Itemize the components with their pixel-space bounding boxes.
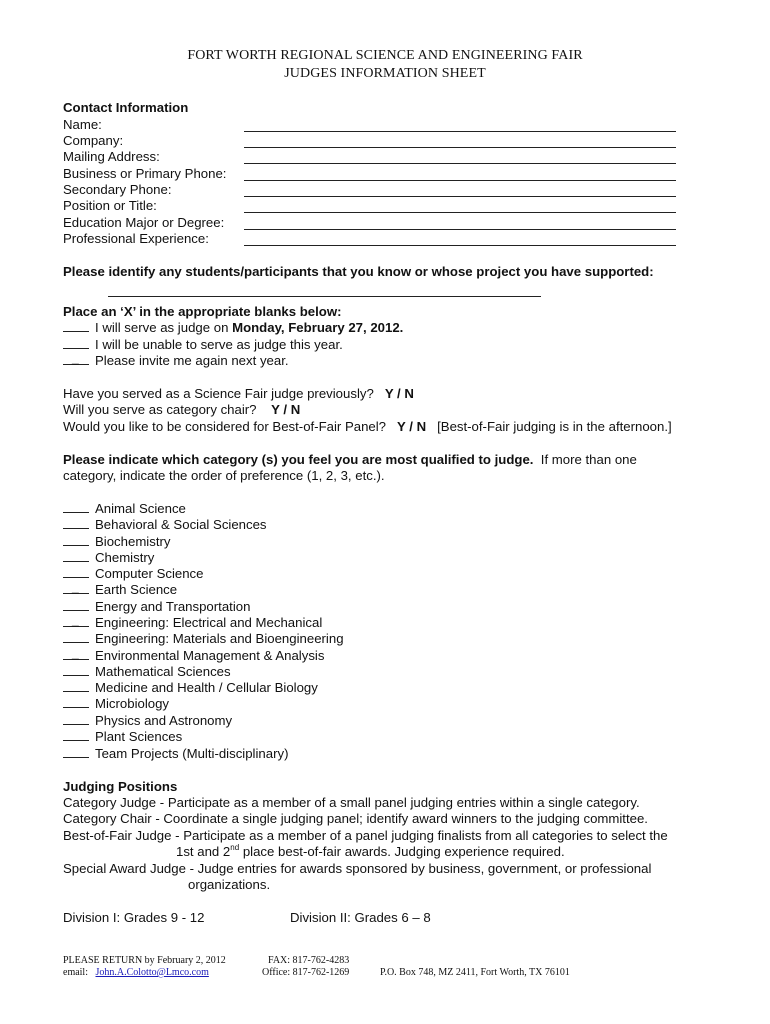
category-blank[interactable] (63, 631, 89, 643)
company-field[interactable] (244, 147, 676, 148)
best-of-fair-note: [Best-of-Fair judging is in the afternoon.] (437, 419, 672, 434)
email-link[interactable]: John.A.Colotto@Lmco.com (95, 967, 209, 978)
category-judge-desc: Category Judge - Participate as a member of a small panel judging entries within a single category. (63, 795, 640, 810)
category-blank[interactable] (63, 599, 89, 611)
category-blank[interactable] (63, 713, 89, 725)
category-blank[interactable] (63, 517, 89, 529)
experience-label: Professional Experience: (63, 231, 209, 246)
judging-date: Monday, February 27, 2012. (232, 320, 404, 335)
return-by: PLEASE RETURN by February 2, 2012 (63, 955, 226, 966)
category-item: _ Earth Science (63, 582, 177, 598)
category-item: Animal Science (63, 501, 186, 517)
yn-served-before[interactable]: Y / N (384, 386, 414, 401)
education-label: Education Major or Degree: (63, 215, 225, 230)
students-prompt: Please identify any students/participants that you know or whose project you have supported: (63, 264, 654, 279)
invite-option: _ Please invite me again next year. (63, 353, 289, 369)
company-label: Company: (63, 133, 124, 148)
question-served-before: Have you served as a Science Fair judge previously? Y / N (63, 386, 414, 401)
special-award-desc: Special Award Judge - Judge entries for awards sponsored by business, government, or professional (63, 861, 652, 876)
students-field[interactable] (108, 296, 541, 297)
mailing-address: P.O. Box 748, MZ 2411, Fort Worth, TX 76101 (380, 967, 570, 978)
category-chair-desc: Category Chair - Coordinate a single judging panel; identify award winners to the judging committee. (63, 811, 648, 826)
question-category-chair: Will you serve as category chair? Y / N (63, 402, 301, 417)
sheet-title: JUDGES INFORMATION SHEET (284, 66, 486, 81)
unable-blank[interactable] (63, 337, 89, 349)
invite-blank[interactable]: _ (63, 353, 89, 365)
division-2: Division II: Grades 6 – 8 (290, 910, 431, 925)
category-item: Biochemistry (63, 534, 170, 550)
category-blank[interactable] (63, 746, 89, 758)
experience-field[interactable] (244, 245, 676, 246)
special-award-desc-cont: organizations. (188, 877, 271, 892)
category-heading-line2: category, indicate the order of preference (1, 2, 3, etc.). (63, 468, 385, 483)
category-item: _ Engineering: Electrical and Mechanical (63, 615, 322, 631)
division-1: Division I: Grades 9 - 12 (63, 910, 205, 925)
best-of-fair-desc: Best-of-Fair Judge - Participate as a member of a panel judging finalists from all categories to select the (63, 828, 668, 843)
category-blank[interactable]: _ (63, 615, 89, 627)
position-title-label: Position or Title: (63, 198, 157, 213)
category-blank[interactable] (63, 664, 89, 676)
category-heading: Please indicate which category (s) you feel you are most qualified to judge. If more than one (63, 452, 637, 467)
category-blank[interactable]: _ (63, 648, 89, 660)
category-item: Computer Science (63, 566, 203, 582)
serve-blank[interactable] (63, 320, 89, 332)
category-item: Chemistry (63, 550, 154, 566)
question-best-of-fair: Would you like to be considered for Best-of-Fair Panel? Y / N [Best-of-Fair judging is in the afternoon.] (63, 419, 672, 434)
category-blank[interactable] (63, 680, 89, 692)
category-blank[interactable]: _ (63, 582, 89, 594)
fax-number: FAX: 817-762-4283 (268, 955, 350, 966)
best-of-fair-desc-cont: 1st and 2nd place best-of-fair awards. Judging experience required. (176, 843, 565, 859)
category-blank[interactable] (63, 566, 89, 578)
serve-option: I will serve as judge on Monday, February 27, 2012. (63, 320, 403, 336)
name-field[interactable] (244, 131, 676, 132)
place-x-heading: Place an ‘X’ in the appropriate blanks below: (63, 304, 342, 319)
category-blank[interactable] (63, 501, 89, 513)
fair-title: FORT WORTH REGIONAL SCIENCE AND ENGINEERING FAIR (187, 48, 583, 63)
mailing-address-field[interactable] (244, 163, 676, 164)
category-item: Plant Sciences (63, 729, 182, 745)
category-item: Medicine and Health / Cellular Biology (63, 680, 318, 696)
category-blank[interactable] (63, 729, 89, 741)
yn-best-of-fair[interactable]: Y / N (397, 419, 427, 434)
unable-option: I will be unable to serve as judge this year. (63, 337, 343, 353)
category-item: Energy and Transportation (63, 599, 250, 615)
category-item: Team Projects (Multi-disciplinary) (63, 746, 288, 762)
name-label: Name: (63, 117, 102, 132)
contact-heading: Contact Information (63, 100, 189, 115)
email-line: email: John.A.Colotto@Lmco.com (63, 967, 209, 978)
positions-heading: Judging Positions (63, 779, 178, 794)
primary-phone-label: Business or Primary Phone: (63, 166, 227, 181)
category-item: Engineering: Materials and Bioengineering (63, 631, 344, 647)
mailing-address-label: Mailing Address: (63, 149, 160, 164)
education-field[interactable] (244, 229, 676, 230)
position-title-field[interactable] (244, 212, 676, 213)
category-item: Mathematical Sciences (63, 664, 231, 680)
yn-category-chair[interactable]: Y / N (271, 402, 301, 417)
category-blank[interactable] (63, 534, 89, 546)
secondary-phone-label: Secondary Phone: (63, 182, 172, 197)
office-number: Office: 817-762-1269 (262, 967, 350, 978)
secondary-phone-field[interactable] (244, 196, 676, 197)
category-item: Physics and Astronomy (63, 713, 232, 729)
category-item: Microbiology (63, 696, 169, 712)
category-item: _ Environmental Management & Analysis (63, 648, 324, 664)
category-blank[interactable] (63, 550, 89, 562)
category-blank[interactable] (63, 696, 89, 708)
primary-phone-field[interactable] (244, 180, 676, 181)
category-item: Behavioral & Social Sciences (63, 517, 267, 533)
